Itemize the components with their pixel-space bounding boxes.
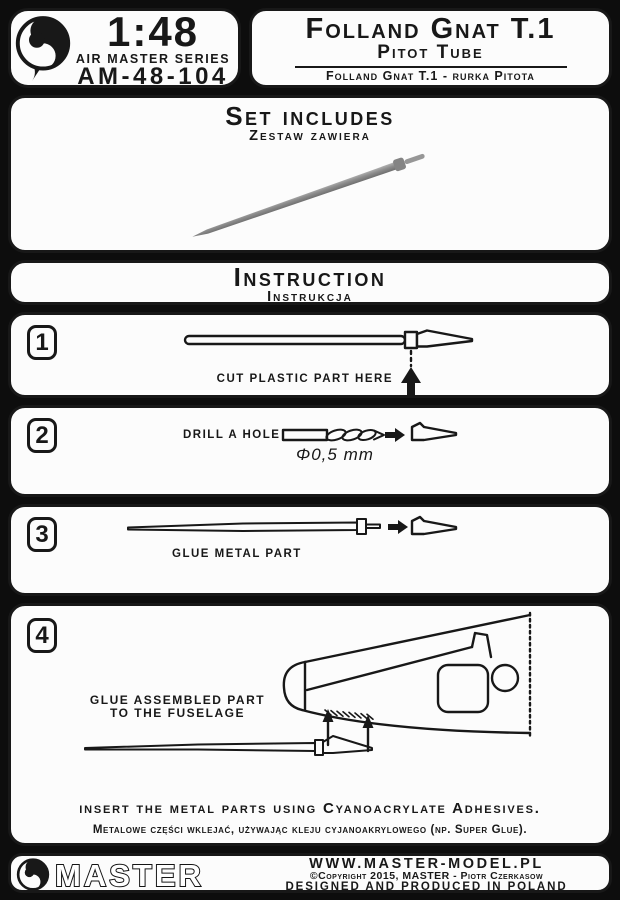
nose-port xyxy=(492,665,518,691)
title-divider xyxy=(295,66,567,68)
step-4-number: 4 xyxy=(27,618,57,653)
plastic-rod xyxy=(185,336,405,344)
footer-box xyxy=(8,853,612,893)
step-1-box xyxy=(8,312,612,398)
cone-part xyxy=(412,517,456,534)
cut-arrow-icon xyxy=(401,367,421,395)
metal-collar xyxy=(357,519,366,534)
nose-hatch-panel xyxy=(438,665,488,712)
kit-subtitle: Pitot Tube xyxy=(377,42,484,63)
arrow-right-icon xyxy=(388,520,408,534)
plastic-rear-cone xyxy=(417,331,472,347)
step-4-box xyxy=(8,603,612,846)
drill-flutes xyxy=(325,428,384,443)
header-title-box xyxy=(249,8,612,88)
step-4-label xyxy=(85,694,270,720)
brand-name: MASTER xyxy=(55,858,204,893)
step-3-label: GLUE METAL PART xyxy=(172,548,302,560)
copyright-line: ©Copyright 2015, MASTER - Piotr Czerkasow xyxy=(309,870,544,882)
pitot-rod xyxy=(191,162,397,239)
step-3-box xyxy=(8,504,612,596)
step-3-number: 3 xyxy=(27,517,57,552)
cone-part xyxy=(412,423,456,440)
step-3-drawing xyxy=(11,507,609,593)
website-url: WWW.MASTER-MODEL.PL xyxy=(309,856,544,872)
fuselage-nose xyxy=(284,613,530,736)
product-code: AM-48-104 xyxy=(77,63,229,90)
step-1-label: CUT PLASTIC PART HERE xyxy=(216,373,393,385)
drill-shank xyxy=(283,430,327,440)
master-logotype xyxy=(55,857,250,895)
adhesive-note-en: insert the metal parts using Cyanoacrylate Adhesives. xyxy=(79,800,541,817)
set-includes-box xyxy=(8,95,612,253)
scale-label: 1:48 xyxy=(106,8,200,55)
logo-comma-head xyxy=(29,32,45,48)
set-includes-title: Set includes xyxy=(225,101,395,131)
pitot-tube-photo xyxy=(161,138,461,248)
origin-line: DESIGNED AND PRODUCED IN POLAND xyxy=(285,881,568,893)
adhesive-note-pl: Metalowe części wklejać, używając kleju cyjanoakrylowego (np. Super Glue). xyxy=(92,824,528,836)
arrow-right-icon xyxy=(385,428,405,442)
pitot-pin xyxy=(404,153,425,164)
plastic-collar xyxy=(405,332,417,348)
drill-diameter: Φ0,5 mm xyxy=(296,445,374,464)
logo-comma-tail xyxy=(42,50,52,60)
windscreen-line xyxy=(472,633,491,657)
header-brand-box xyxy=(8,8,241,88)
set-includes-subtitle: Zestaw zawiera xyxy=(249,128,371,144)
step-2-number: 2 xyxy=(27,418,57,453)
instruction-title: Instruction xyxy=(233,262,387,292)
metal-rod xyxy=(128,523,357,532)
step-4-label-line1: GLUE ASSEMBLED PART xyxy=(89,693,266,707)
kit-title: Folland Gnat T.1 xyxy=(305,13,556,45)
series-label: AIR MASTER SERIES xyxy=(75,52,231,66)
step-1-number: 1 xyxy=(27,325,57,360)
master-logo-icon xyxy=(16,858,50,891)
master-logo-icon xyxy=(15,14,71,86)
step-2-box xyxy=(8,405,612,497)
kit-subtitle-polish: Folland Gnat T.1 - rurka Pitota xyxy=(326,69,535,83)
instruction-subtitle: Instrukcja xyxy=(267,289,353,305)
metal-pin xyxy=(366,525,380,529)
instruction-header-box xyxy=(8,260,612,305)
step-2-label: DRILL A HOLE xyxy=(183,429,281,441)
step-4-label-line2: TO THE FUSELAGE xyxy=(110,706,245,720)
